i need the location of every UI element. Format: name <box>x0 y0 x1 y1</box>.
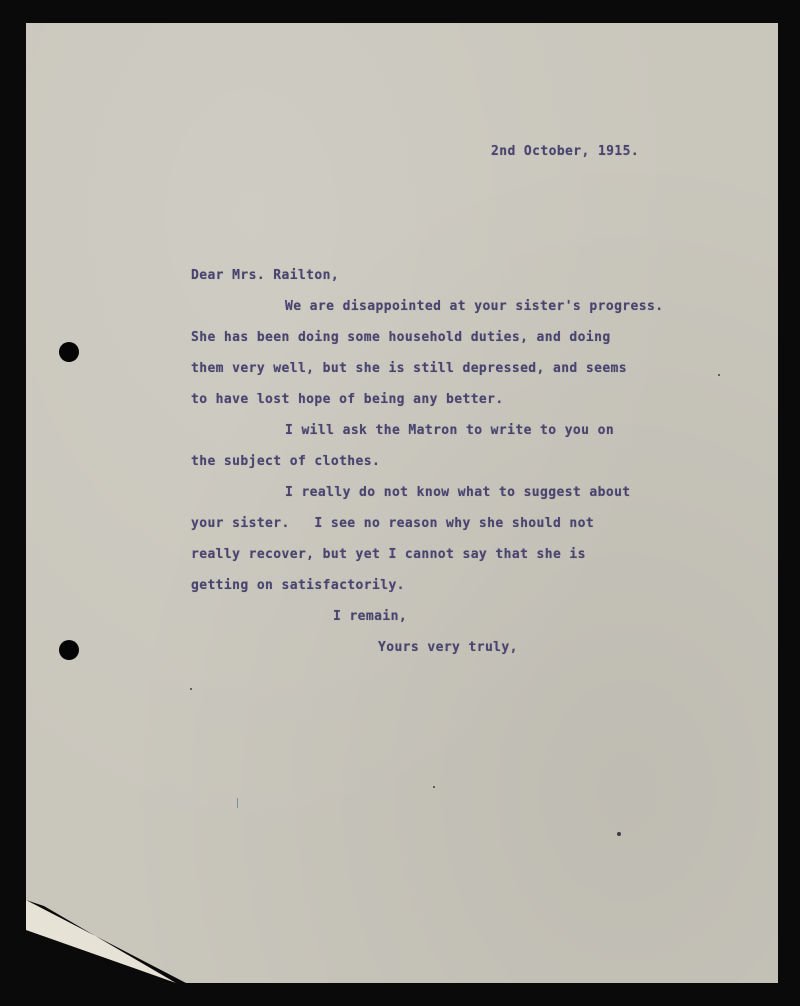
body-line: your sister. I see no reason why she should not <box>191 516 595 531</box>
body-line: I really do not know what to suggest about <box>285 485 631 500</box>
salutation: Dear Mrs. Railton, <box>191 268 340 283</box>
punch-hole-bottom <box>59 640 79 660</box>
paper-speck <box>718 374 720 376</box>
letter-paper <box>26 23 778 983</box>
folded-corner <box>26 900 186 983</box>
paper-speck <box>190 688 192 690</box>
paper-speck <box>433 786 435 788</box>
letter-date: 2nd October, 1915. <box>491 144 640 159</box>
paper-speck <box>617 832 621 836</box>
body-line: She has been doing some household duties, and doing <box>191 330 611 345</box>
body-line: the subject of clothes. <box>191 454 381 469</box>
sign-off-remain: I remain, <box>333 609 408 624</box>
paper-speck <box>237 798 238 808</box>
body-line: them very well, but she is still depressed, and seems <box>191 361 628 376</box>
body-line: I will ask the Matron to write to you on <box>285 423 615 438</box>
body-line: really recover, but yet I cannot say that she is <box>191 547 586 562</box>
body-line: to have lost hope of being any better. <box>191 392 504 407</box>
body-line: We are disappointed at your sister's progress. <box>285 299 664 314</box>
sign-off-closing: Yours very truly, <box>378 640 518 655</box>
body-line: getting on satisfactorily. <box>191 578 405 593</box>
punch-hole-top <box>59 342 79 362</box>
